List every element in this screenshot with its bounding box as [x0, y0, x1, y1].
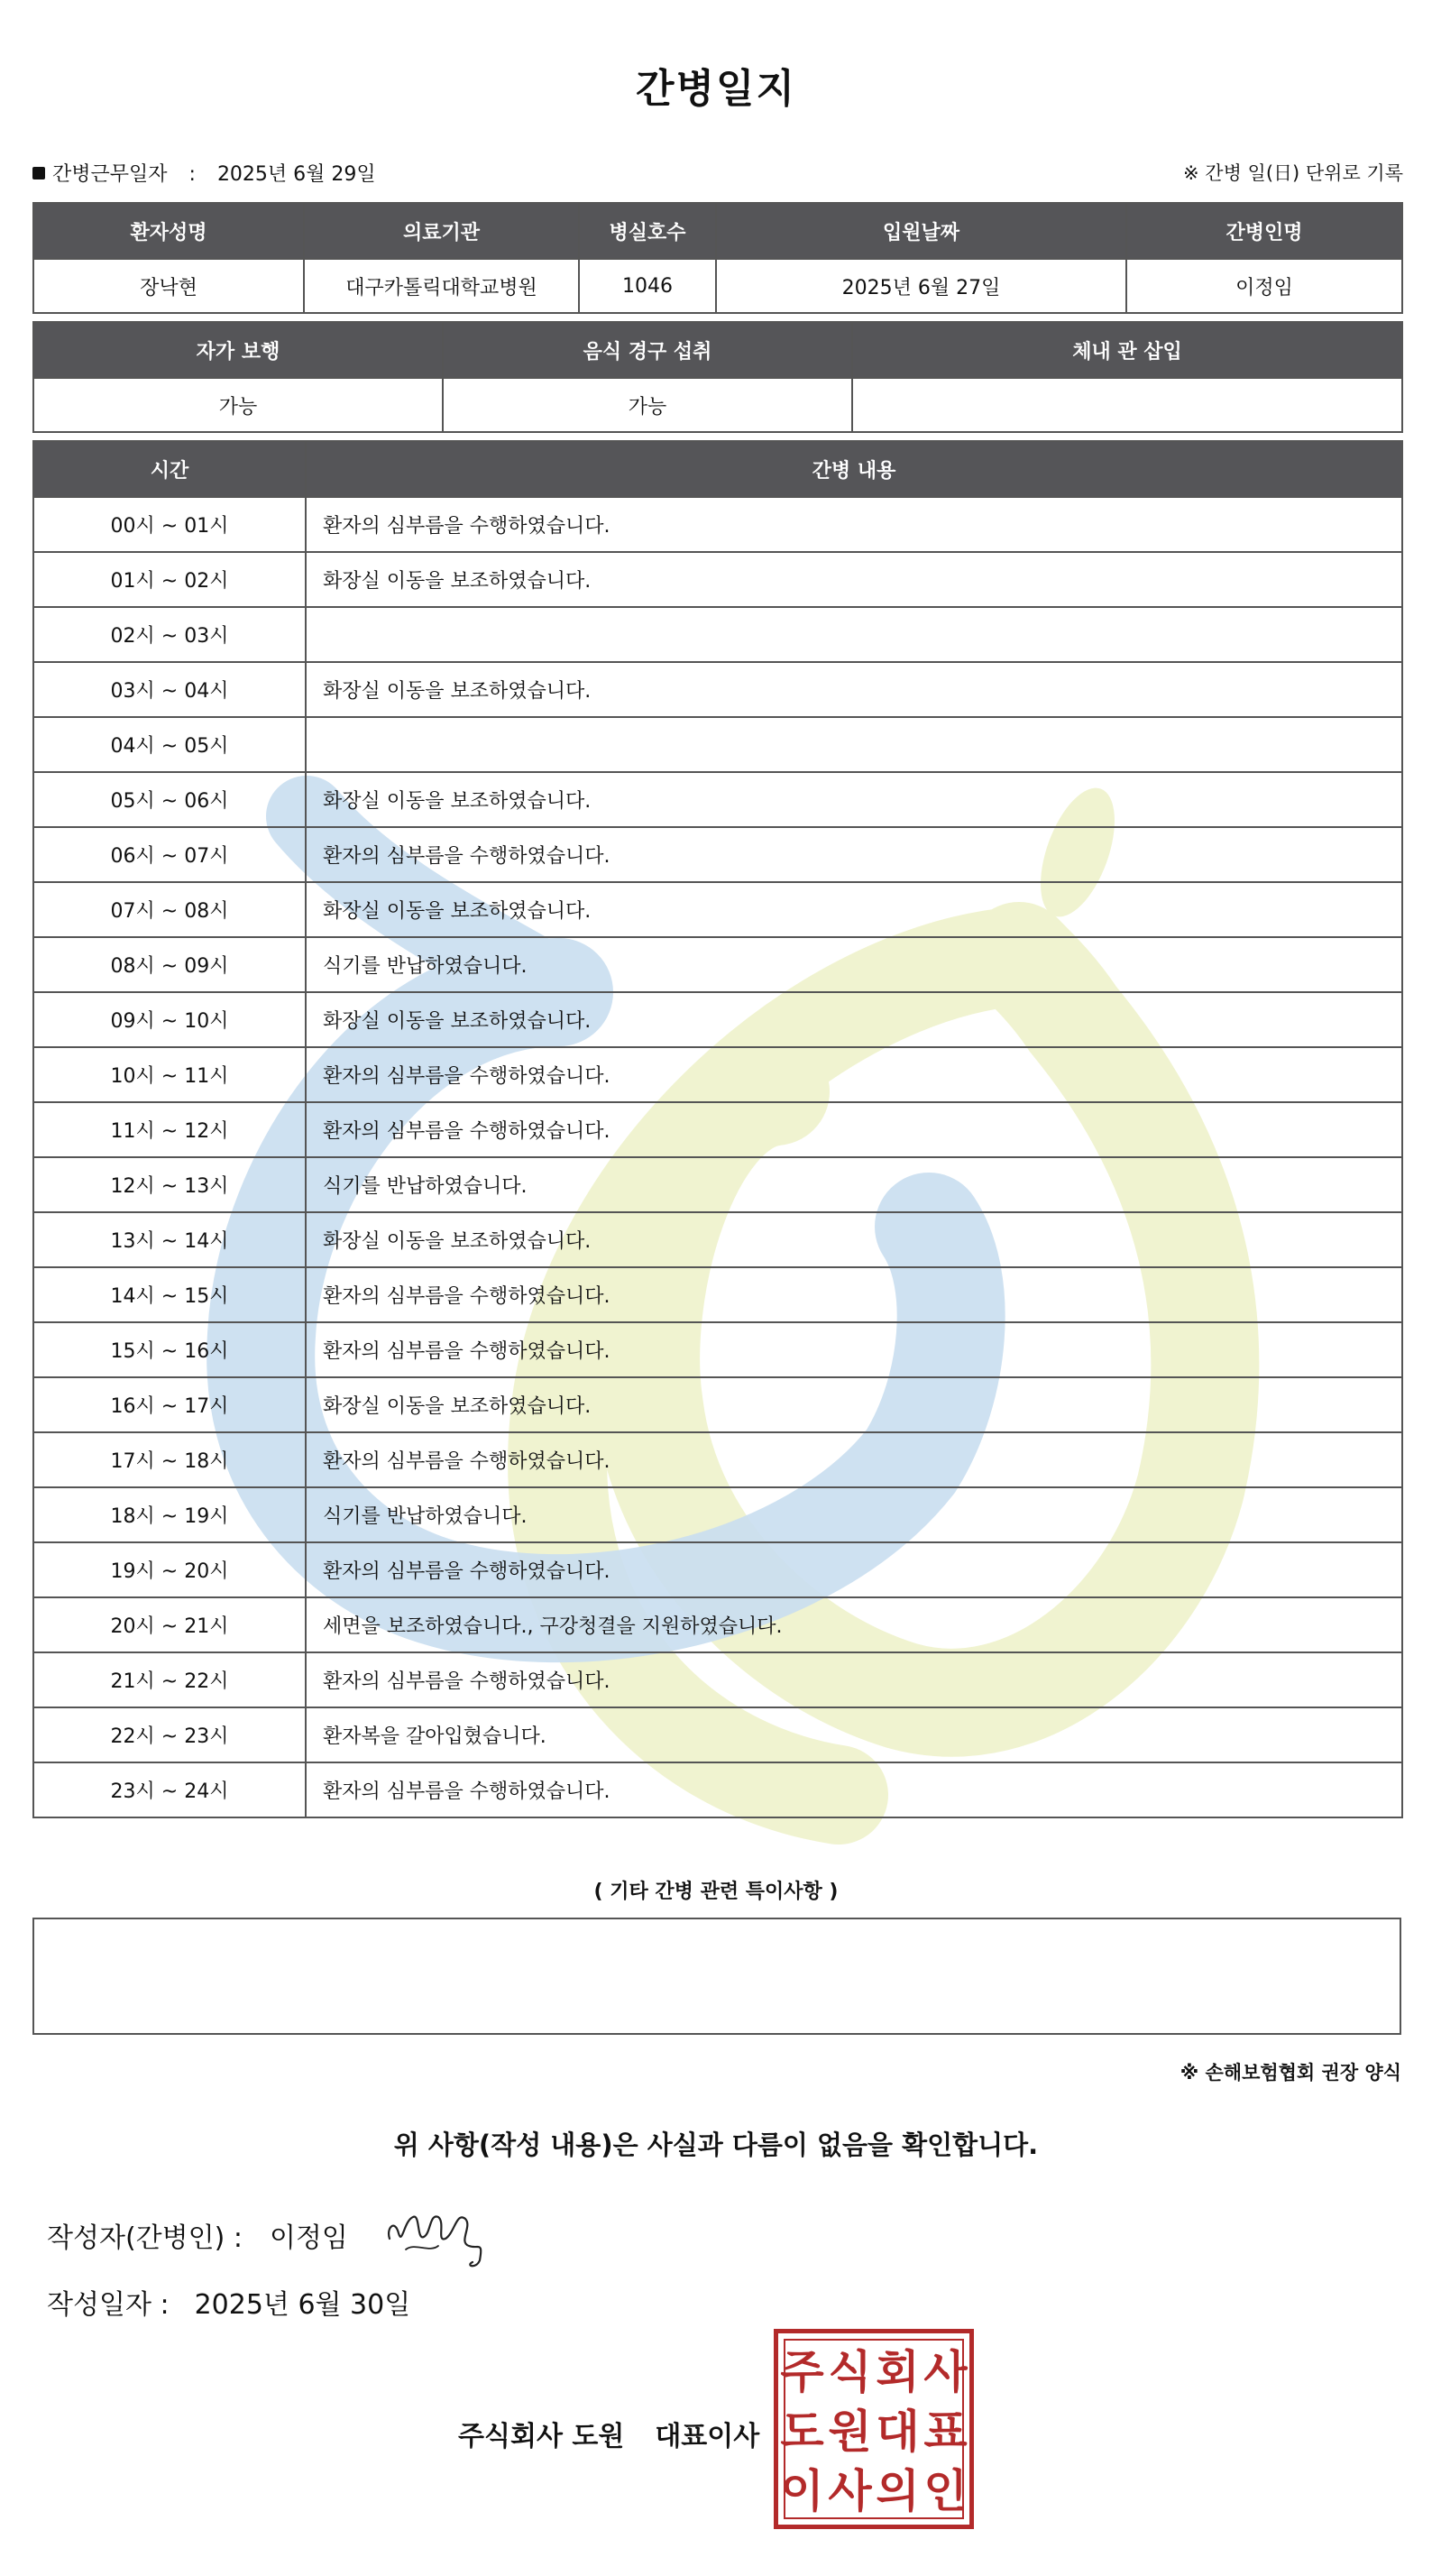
- time-cell: 15시 ~ 16시: [33, 1322, 306, 1377]
- table-row: [33, 497, 1402, 552]
- table-row: [33, 662, 1402, 717]
- care-log-body: [33, 497, 1402, 1817]
- care-content-cell: 식기를 반납하였습니다.: [306, 937, 1402, 992]
- care-content-cell: 환자의 심부름을 수행하였습니다.: [306, 1762, 1402, 1817]
- time-cell: 14시 ~ 15시: [33, 1267, 306, 1322]
- confirmation-statement: 위 사항(작성 내용)은 사실과 다름이 없음을 확인합니다.: [393, 2130, 1039, 2160]
- care-log-table: [32, 440, 1403, 1818]
- seal-character: 대: [876, 2406, 920, 2458]
- seal-character: 사: [828, 2465, 872, 2517]
- record-note: ※ 간병 일(日) 단위로 기록: [1183, 162, 1403, 184]
- seal-character: 사: [923, 2346, 968, 2398]
- time-cell: 19시 ~ 20시: [33, 1542, 306, 1597]
- header-room: 병실호수: [579, 203, 716, 259]
- care-content-cell: 식기를 반납하였습니다.: [306, 1157, 1402, 1212]
- table-row: [33, 1652, 1402, 1707]
- seal-character: 이: [780, 2465, 824, 2517]
- table-row: [33, 1047, 1402, 1102]
- time-cell: 11시 ~ 12시: [33, 1102, 306, 1157]
- table-row: [33, 1597, 1402, 1652]
- care-content-cell: [306, 717, 1402, 772]
- work-date-label: 간병근무일자: [52, 163, 168, 186]
- form-footnote: ※ 손해보험협회 권장 양식: [1180, 2062, 1401, 2084]
- seal-character: 인: [923, 2465, 968, 2517]
- care-content-cell: 환자의 심부름을 수행하였습니다.: [306, 1322, 1402, 1377]
- seal-character: 원: [828, 2406, 872, 2458]
- seal-character: 표: [923, 2406, 968, 2458]
- time-cell: 02시 ~ 03시: [33, 607, 306, 662]
- writer-name: 이정임: [269, 2222, 348, 2254]
- table-row: [33, 1487, 1402, 1542]
- care-content-cell: 환자의 심부름을 수행하였습니다.: [306, 1432, 1402, 1487]
- table-row: [33, 772, 1402, 827]
- header-patient-name: 환자성명: [33, 203, 304, 259]
- table-row: [33, 1212, 1402, 1267]
- care-content-cell: 화장실 이동을 보조하였습니다.: [306, 662, 1402, 717]
- table-row: [33, 882, 1402, 937]
- patient-status-table: [32, 321, 1403, 433]
- time-cell: 10시 ~ 11시: [33, 1047, 306, 1102]
- time-cell: 22시 ~ 23시: [33, 1707, 306, 1762]
- work-date-line: [32, 159, 1403, 186]
- seal-row-2: [778, 2406, 969, 2458]
- time-cell: 05시 ~ 06시: [33, 772, 306, 827]
- table-row: [33, 937, 1402, 992]
- care-content-cell: 환자의 심부름을 수행하였습니다.: [306, 497, 1402, 552]
- table-row: [33, 1267, 1402, 1322]
- table-row: [33, 1432, 1402, 1487]
- time-cell: 21시 ~ 22시: [33, 1652, 306, 1707]
- time-cell: 06시 ~ 07시: [33, 827, 306, 882]
- care-content-cell: 환자의 심부름을 수행하였습니다.: [306, 1267, 1402, 1322]
- notes-box: [32, 1918, 1401, 2035]
- time-cell: 17시 ~ 18시: [33, 1432, 306, 1487]
- room-number: 1046: [579, 259, 716, 313]
- walking-value: 가능: [33, 378, 443, 432]
- header-admission-date: 입원날짜: [716, 203, 1126, 259]
- seal-row-3: [778, 2465, 969, 2517]
- care-content-cell: 세면을 보조하였습니다., 구강청결을 지원하였습니다.: [306, 1597, 1402, 1652]
- patient-info-table: [32, 202, 1403, 314]
- table-row: [33, 1377, 1402, 1432]
- care-content-cell: 화장실 이동을 보조하였습니다.: [306, 992, 1402, 1047]
- seal-row-1: [778, 2346, 969, 2398]
- table-row: [33, 1707, 1402, 1762]
- table-row: [33, 1157, 1402, 1212]
- table-row: [33, 607, 1402, 662]
- writer-label: 작성자(간병인) :: [47, 2222, 243, 2254]
- notes-title: ( 기타 간병 관련 특이사항 ): [593, 1881, 839, 1903]
- admission-date: 2025년 6월 27일: [716, 259, 1126, 313]
- care-content-cell: 환자의 심부름을 수행하였습니다.: [306, 1652, 1402, 1707]
- care-content-cell: 환자의 심부름을 수행하였습니다.: [306, 1542, 1402, 1597]
- signature-image: [379, 2186, 496, 2277]
- page-title: 간병일지: [635, 66, 796, 112]
- header-care-content: 간병 내용: [306, 441, 1402, 497]
- square-bullet-icon: [32, 167, 45, 179]
- seal-character: 식: [828, 2346, 872, 2398]
- caregiver-name: 이정임: [1126, 259, 1402, 313]
- table-row: [33, 717, 1402, 772]
- care-content-cell: 환자복을 갈아입혔습니다.: [306, 1707, 1402, 1762]
- time-cell: 07시 ~ 08시: [33, 882, 306, 937]
- header-tube-insertion: 체내 관 삽입: [852, 322, 1402, 378]
- table-row: [33, 1102, 1402, 1157]
- care-content-cell: 화장실 이동을 보조하였습니다.: [306, 1212, 1402, 1267]
- care-content-cell: 화장실 이동을 보조하였습니다.: [306, 882, 1402, 937]
- patient-name: 장낙현: [33, 259, 304, 313]
- writer-line: [47, 2215, 348, 2255]
- header-walking: 자가 보행: [33, 322, 443, 378]
- header-hospital: 의료기관: [304, 203, 579, 259]
- work-date: [32, 159, 376, 187]
- time-cell: 03시 ~ 04시: [33, 662, 306, 717]
- time-cell: 23시 ~ 24시: [33, 1762, 306, 1817]
- care-content-cell: 화장실 이동을 보조하였습니다.: [306, 772, 1402, 827]
- company-seal-stamp: [774, 2329, 974, 2529]
- time-cell: 18시 ~ 19시: [33, 1487, 306, 1542]
- header-time: 시간: [33, 441, 306, 497]
- care-content-cell: 환자의 심부름을 수행하였습니다.: [306, 827, 1402, 882]
- seal-character: 회: [876, 2346, 920, 2398]
- company-name: 주식회사 도원: [458, 2421, 625, 2452]
- tube-insertion-value: [852, 378, 1402, 432]
- care-content-cell: 환자의 심부름을 수행하였습니다.: [306, 1102, 1402, 1157]
- time-cell: 08시 ~ 09시: [33, 937, 306, 992]
- hospital-name: 대구카톨릭대학교병원: [304, 259, 579, 313]
- company-title: 대표이사: [655, 2421, 760, 2452]
- work-date-value: 2025년 6월 29일: [216, 163, 376, 186]
- table-row: [33, 827, 1402, 882]
- header-caregiver-name: 간병인명: [1126, 203, 1402, 259]
- company-line: [458, 2414, 759, 2453]
- time-cell: 00시 ~ 01시: [33, 497, 306, 552]
- table-row: [33, 992, 1402, 1047]
- written-date-line: [47, 2282, 410, 2322]
- oral-intake-value: 가능: [443, 378, 852, 432]
- table-row: [33, 552, 1402, 607]
- written-date-label: 작성일자 :: [47, 2289, 170, 2321]
- time-cell: 20시 ~ 21시: [33, 1597, 306, 1652]
- time-cell: 04시 ~ 05시: [33, 717, 306, 772]
- time-cell: 01시 ~ 02시: [33, 552, 306, 607]
- time-cell: 13시 ~ 14시: [33, 1212, 306, 1267]
- table-row: [33, 1322, 1402, 1377]
- time-cell: 09시 ~ 10시: [33, 992, 306, 1047]
- table-row: [33, 1762, 1402, 1817]
- care-content-cell: [306, 607, 1402, 662]
- header-oral-intake: 음식 경구 섭취: [443, 322, 852, 378]
- table-row: [33, 1542, 1402, 1597]
- care-content-cell: 화장실 이동을 보조하였습니다.: [306, 552, 1402, 607]
- care-content-cell: 식기를 반납하였습니다.: [306, 1487, 1402, 1542]
- time-cell: 16시 ~ 17시: [33, 1377, 306, 1432]
- care-content-cell: 화장실 이동을 보조하였습니다.: [306, 1377, 1402, 1432]
- time-cell: 12시 ~ 13시: [33, 1157, 306, 1212]
- seal-character: 의: [876, 2465, 920, 2517]
- written-date-value: 2025년 6월 30일: [194, 2289, 411, 2321]
- care-content-cell: 환자의 심부름을 수행하였습니다.: [306, 1047, 1402, 1102]
- seal-character: 도: [780, 2406, 824, 2458]
- work-date-separator: :: [188, 163, 196, 186]
- seal-character: 주: [780, 2346, 824, 2398]
